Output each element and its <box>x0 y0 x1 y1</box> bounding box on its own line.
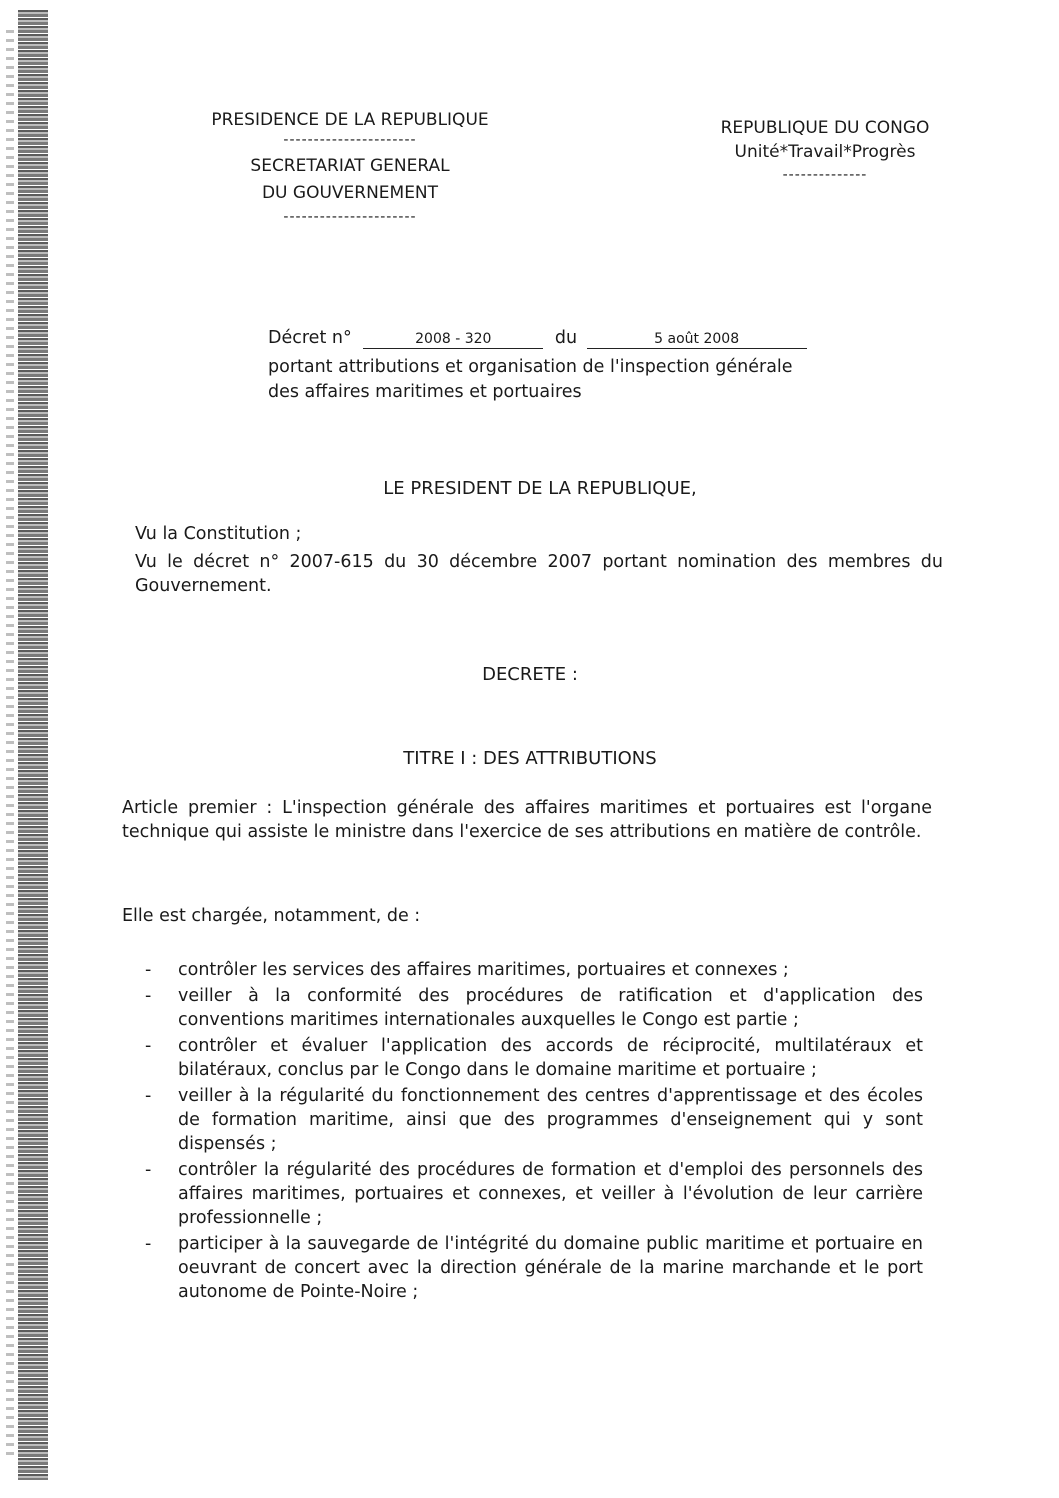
decree-date: 5 août 2008 <box>587 331 807 349</box>
du-label: du <box>554 328 578 348</box>
bullet-dash: - <box>145 1086 152 1106</box>
separator: ---------------------- <box>283 209 417 226</box>
decree-heading <box>268 328 868 403</box>
vu-decret: Vu le décret n° 2007-615 du 30 décembre 2007 portant nomination des membres du Gouvernement. <box>135 552 943 596</box>
decree-label: Décret n° <box>268 328 352 348</box>
article-text: L'inspection générale des affaires maritimes et portuaires est l'organe technique qui assiste le ministre dans l'exercice de ses attributions en matière de contrôle. <box>122 798 932 842</box>
separator: -------------- <box>782 166 868 183</box>
separator: ---------------------- <box>283 132 417 149</box>
bullet-dash: - <box>145 986 152 1006</box>
list-item <box>145 958 923 982</box>
titre-heading: TITRE I : DES ATTRIBUTIONS <box>403 748 657 769</box>
bullet-dash: - <box>145 960 152 980</box>
presidence-label: PRESIDENCE DE LA REPUBLIQUE <box>211 110 489 130</box>
article-premier <box>122 796 932 844</box>
republic-label: REPUBLIQUE DU CONGO <box>720 118 930 138</box>
list-item <box>145 1034 923 1082</box>
attributions-list <box>145 958 923 1306</box>
motto: Unité*Travail*Progrès <box>734 142 916 163</box>
list-item <box>145 1232 923 1304</box>
decrete-heading: DECRETE : <box>482 664 578 685</box>
header-right <box>690 118 960 183</box>
scan-edge-artifact-inner <box>6 30 14 1460</box>
gouvernement-label: DU GOUVERNEMENT <box>261 182 439 203</box>
bullet-dash: - <box>145 1234 152 1254</box>
bullet-dash: - <box>145 1160 152 1180</box>
list-item <box>145 1084 923 1156</box>
bullet-dash: - <box>145 1036 152 1056</box>
list-item-text: participer à la sauvegarde de l'intégrité du domaine public maritime et portuaire en oeuvrant de concert avec la direction générale de la marine marchande et le port autonome de Pointe-Noire ; <box>178 1234 923 1302</box>
list-item-text: contrôler la régularité des procédures de formation et d'emploi des personnels des affaires maritimes, portuaires et connexes, et veiller à l'évolution de leur carrière professionnelle ; <box>178 1160 923 1228</box>
vu-constitution: Vu la Constitution ; <box>135 524 302 544</box>
list-item-text: veiller à la régularité du fonctionnement des centres d'apprentissage et des écoles de formation maritime, ainsi que des programmes d'enseignement qui y sont dispensés ; <box>178 1086 923 1154</box>
charged-intro: Elle est chargée, notamment, de : <box>122 906 421 926</box>
secretariat-label: SECRETARIAT GENERAL <box>250 156 450 177</box>
scan-edge-artifact <box>18 10 48 1480</box>
vu-section <box>135 522 943 598</box>
president-heading: LE PRESIDENT DE LA REPUBLIQUE, <box>383 478 697 499</box>
list-item <box>145 984 923 1032</box>
list-item-text: veiller à la conformité des procédures de ratification et d'application des conventions maritimes internationales auxquelles le Congo est partie ; <box>178 986 923 1030</box>
decree-subject-line2: des affaires maritimes et portuaires <box>268 382 582 402</box>
list-item-text: contrôler et évaluer l'application des accords de réciprocité, multilatéraux et bilatéraux, conclus par le Congo dans le domaine maritime et portuaire ; <box>178 1036 923 1080</box>
list-item-text: contrôler les services des affaires maritimes, portuaires et connexes ; <box>178 960 789 980</box>
list-item <box>145 1158 923 1230</box>
article-label: Article premier : <box>122 798 273 818</box>
decree-number: 2008 - 320 <box>363 331 543 349</box>
header-left <box>170 110 530 225</box>
decree-subject-line1: portant attributions et organisation de l'inspection générale <box>268 357 793 377</box>
